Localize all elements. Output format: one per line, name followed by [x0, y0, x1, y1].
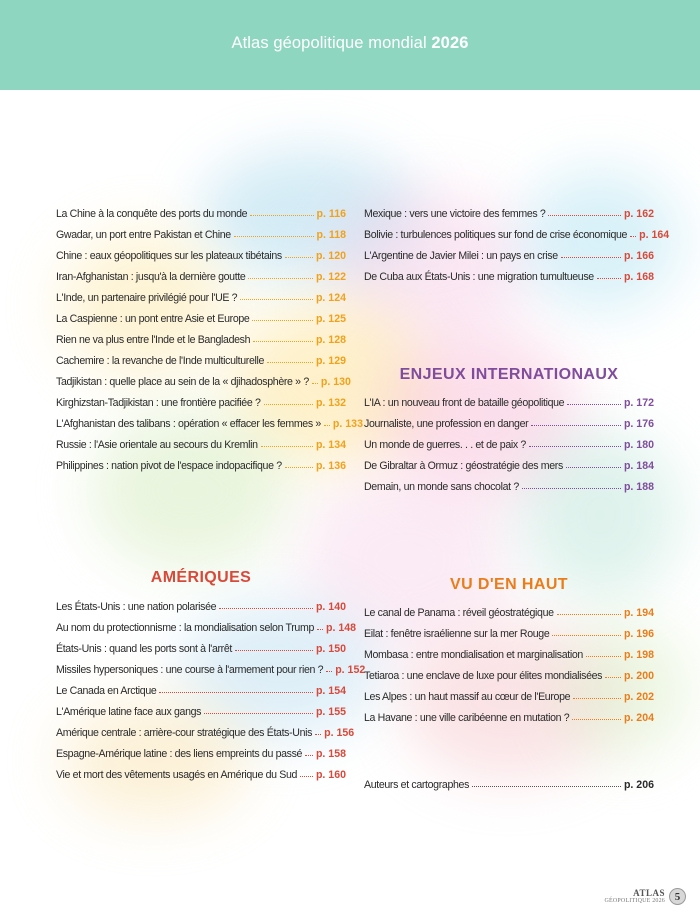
toc-item-page: p. 160 — [315, 769, 346, 781]
toc-item-title: Amérique centrale : arrière-cour stratégique des États-Unis — [56, 727, 313, 739]
toc-item-page: p. 133 — [332, 418, 363, 430]
toc-item-title: Philippines : nation pivot de l'espace indopacifique ? — [56, 460, 282, 472]
toc-item-title: Gwadar, un port entre Pakistan et Chine — [56, 229, 231, 241]
toc-section-auteurs — [364, 780, 654, 801]
toc-item-title: L'Inde, un partenaire privilégié pour l'UE ? — [56, 292, 238, 304]
toc-item-title: La Havane : une ville caribéenne en mutation ? — [364, 712, 570, 724]
page-number: 5 — [669, 888, 686, 905]
toc-item-page: p. 198 — [623, 649, 654, 661]
toc-section-ameriques — [56, 601, 366, 791]
toc-item-title: Mexique : vers une victoire des femmes ? — [364, 208, 546, 220]
toc-leader-dots — [253, 341, 313, 342]
toc-item[interactable] — [56, 622, 357, 644]
toc-item-title: Kirghizstan-Tadjikistan : une frontière pacifiée ? — [56, 397, 261, 409]
toc-leader-dots — [326, 671, 332, 672]
toc-item-title: Espagne-Amérique latine : des liens empreints du passé — [56, 748, 303, 760]
toc-item-title: L'Afghanistan des talibans : opération « effacer les femmes » — [56, 418, 321, 430]
toc-leader-dots — [529, 446, 621, 447]
toc-item-title: Au nom du protectionnisme : la mondialisation selon Trump — [56, 622, 314, 634]
toc-item[interactable] — [364, 482, 654, 503]
toc-item-page: p. 129 — [315, 355, 346, 367]
toc-item-page: p. 166 — [623, 250, 654, 262]
toc-item-page: p. 156 — [324, 727, 355, 739]
toc-leader-dots — [531, 425, 621, 426]
toc-item-page: p. 172 — [623, 397, 654, 409]
toc-item-page: p. 116 — [316, 208, 346, 220]
heading-vu-den-haut: VU D'EN HAUT — [450, 576, 568, 593]
toc-leader-dots — [219, 608, 313, 609]
toc-item-title: Russie : l'Asie orientale au secours du Kremlin — [56, 439, 258, 451]
toc-item-title: Rien ne va plus entre l'Inde et le Bangladesh — [56, 334, 251, 346]
toc-leader-dots — [285, 467, 313, 468]
toc-item-page: p. 168 — [623, 271, 654, 283]
toc-item-page: p. 140 — [315, 601, 346, 613]
toc-item-title: États-Unis : quand les ports sont à l'arrêt — [56, 643, 232, 655]
toc-item-title: L'IA : un nouveau front de bataille géopolitique — [364, 397, 565, 409]
toc-leader-dots — [597, 278, 621, 279]
toc-item[interactable] — [364, 692, 654, 713]
toc-item-title: Tetiaroa : une enclave de luxe pour élites mondialisées — [364, 670, 603, 682]
toc-section-enjeux — [364, 398, 654, 503]
toc-item-page: p. 132 — [315, 397, 346, 409]
toc-item-page: p. 176 — [623, 418, 654, 430]
toc-item[interactable] — [56, 314, 346, 335]
toc-leader-dots — [234, 236, 314, 237]
toc-item-page: p. 118 — [316, 229, 346, 241]
toc-item-title: La Chine à la conquête des ports du monde — [56, 208, 248, 220]
toc-item-title: Iran-Afghanistan : jusqu'à la dernière goutte — [56, 271, 246, 283]
logo-top-text: ATLAS — [633, 888, 665, 898]
toc-leader-dots — [252, 320, 313, 321]
toc-leader-dots — [250, 215, 313, 216]
toc-item-page: p. 158 — [315, 748, 346, 760]
toc-leader-dots — [522, 488, 621, 489]
toc-leader-dots — [305, 755, 313, 756]
toc-item-page: p. 184 — [623, 460, 654, 472]
toc-item-page: p. 134 — [315, 439, 346, 451]
toc-item[interactable] — [364, 229, 670, 251]
toc-leader-dots — [586, 656, 621, 657]
toc-leader-dots — [572, 719, 621, 720]
toc-item[interactable] — [364, 671, 654, 692]
toc-leader-dots — [561, 257, 621, 258]
toc-item-page: p. 204 — [623, 712, 654, 724]
toc-item-page: p. 124 — [315, 292, 346, 304]
toc-item-page: p. 125 — [315, 313, 346, 325]
toc-leader-dots — [315, 734, 321, 735]
toc-item-page: p. 155 — [315, 706, 346, 718]
toc-leader-dots — [267, 362, 313, 363]
toc-leader-dots — [264, 404, 313, 405]
toc-item-title: Auteurs et cartographes — [364, 779, 470, 791]
header-title — [231, 34, 468, 53]
header-year: 2026 — [431, 34, 469, 52]
toc-item[interactable] — [56, 707, 346, 728]
toc-item-title: De Gibraltar à Ormuz : géostratégie des mers — [364, 460, 563, 472]
toc-item[interactable] — [56, 602, 346, 623]
toc-leader-dots — [324, 425, 330, 426]
toc-item[interactable] — [56, 335, 346, 356]
toc-leader-dots — [573, 698, 621, 699]
toc-item[interactable] — [56, 418, 363, 440]
toc-item[interactable] — [364, 209, 654, 230]
toc-leader-dots — [159, 692, 313, 693]
toc-item[interactable] — [56, 356, 346, 377]
toc-item[interactable] — [56, 293, 346, 314]
toc-item-title: Les Alpes : un haut massif au cœur de l'Europe — [364, 691, 571, 703]
toc-item[interactable] — [56, 230, 346, 251]
toc-item[interactable] — [364, 251, 654, 272]
toc-item[interactable] — [364, 608, 654, 629]
toc-leader-dots — [317, 629, 323, 630]
toc-section-vu-den-haut — [364, 608, 654, 734]
toc-item[interactable] — [56, 251, 346, 272]
toc-item-title: Demain, un monde sans chocolat ? — [364, 481, 519, 493]
toc-item-page: p. 152 — [335, 664, 366, 676]
toc-item-page: p. 154 — [315, 685, 346, 697]
toc-item-title: Le Canada en Arctique — [56, 685, 157, 697]
toc-leader-dots — [548, 215, 620, 216]
header-banner — [0, 0, 700, 90]
toc-item[interactable] — [364, 461, 654, 482]
heading-enjeux-internationaux: ENJEUX INTERNATIONAUX — [399, 366, 619, 383]
toc-leader-dots — [240, 299, 313, 300]
toc-leader-dots — [566, 467, 621, 468]
toc-item[interactable] — [56, 749, 346, 770]
toc-item-title: L'Amérique latine face aux gangs — [56, 706, 202, 718]
toc-item-page: p. 206 — [623, 779, 654, 791]
header-title-text: Atlas géopolitique mondial — [231, 34, 427, 52]
toc-leader-dots — [472, 786, 621, 787]
toc-item-page: p. 122 — [315, 271, 346, 283]
toc-item-title: Cachemire : la revanche de l'Inde multiculturelle — [56, 355, 265, 367]
toc-item-page: p. 162 — [623, 208, 654, 220]
toc-item-title: La Caspienne : un pont entre Asie et Europe — [56, 313, 250, 325]
toc-item[interactable] — [56, 770, 346, 791]
toc-item[interactable] — [364, 272, 654, 293]
logo-bottom-text: GÉOPOLITIQUE 2026 — [604, 898, 665, 904]
toc-item-page: p. 188 — [623, 481, 654, 493]
toc-item[interactable] — [364, 629, 654, 650]
toc-item-page: p. 150 — [315, 643, 346, 655]
toc-item-page: p. 120 — [315, 250, 346, 262]
toc-item[interactable] — [56, 440, 346, 461]
toc-item[interactable] — [56, 644, 346, 665]
toc-item[interactable] — [364, 419, 654, 440]
toc-leader-dots — [285, 257, 313, 258]
toc-item-auteurs[interactable] — [364, 780, 654, 801]
toc-item-title: Journaliste, une profession en danger — [364, 418, 529, 430]
toc-item-page: p. 164 — [639, 229, 670, 241]
toc-item[interactable] — [56, 376, 351, 398]
toc-item-title: De Cuba aux États-Unis : une migration tumultueuse — [364, 271, 594, 283]
toc-leader-dots — [630, 236, 636, 237]
toc-item-title: L'Argentine de Javier Milei : un pays en crise — [364, 250, 558, 262]
toc-leader-dots — [204, 713, 313, 714]
atlas-logo — [604, 889, 665, 904]
toc-leader-dots — [312, 383, 318, 384]
toc-leader-dots — [605, 677, 621, 678]
toc-item[interactable] — [56, 727, 355, 749]
toc-item-title: Bolivie : turbulences politiques sur fond de crise économique — [364, 229, 628, 241]
toc-item-page: p. 148 — [326, 622, 357, 634]
toc-item[interactable] — [56, 461, 346, 482]
toc-item-page: p. 136 — [315, 460, 346, 472]
toc-leader-dots — [300, 776, 313, 777]
toc-item[interactable] — [56, 209, 346, 230]
toc-leader-dots — [557, 614, 621, 615]
toc-leader-dots — [248, 278, 313, 279]
toc-item-page: p. 196 — [623, 628, 654, 640]
toc-item-title: Tadjikistan : quelle place au sein de la « djihadosphère » ? — [56, 376, 309, 388]
toc-item[interactable] — [56, 686, 346, 707]
toc-item[interactable] — [364, 398, 654, 419]
toc-leader-dots — [261, 446, 313, 447]
toc-item-title: Mombasa : entre mondialisation et marginalisation — [364, 649, 583, 661]
toc-item[interactable] — [56, 664, 366, 686]
toc-section-latam-continued — [364, 208, 670, 293]
toc-section-asia — [56, 208, 363, 482]
toc-item-title: Vie et mort des vêtements usagés en Amérique du Sud — [56, 769, 298, 781]
toc-item[interactable] — [56, 272, 346, 293]
toc-item-page: p. 130 — [320, 376, 351, 388]
toc-item-title: Les États-Unis : une nation polarisée — [56, 601, 217, 613]
toc-item-title: Eilat : fenêtre israélienne sur la mer Rouge — [364, 628, 550, 640]
toc-item-title: Missiles hypersoniques : une course à l'armement pour rien ? — [56, 664, 324, 676]
toc-item[interactable] — [364, 440, 654, 461]
toc-item-title: Un monde de guerres. . . et de paix ? — [364, 439, 526, 451]
heading-ameriques: AMÉRIQUES — [150, 569, 252, 586]
toc-item-title: Chine : eaux géopolitiques sur les plateaux tibétains — [56, 250, 282, 262]
toc-item-page: p. 202 — [623, 691, 654, 703]
toc-item[interactable] — [56, 398, 346, 419]
toc-leader-dots — [235, 650, 313, 651]
toc-item[interactable] — [364, 713, 654, 734]
toc-leader-dots — [567, 404, 621, 405]
toc-item-page: p. 194 — [623, 607, 654, 619]
toc-item-title: Le canal de Panama : réveil géostratégique — [364, 607, 554, 619]
footer-logo — [604, 888, 686, 905]
toc-item-page: p. 128 — [315, 334, 346, 346]
toc-item[interactable] — [364, 650, 654, 671]
toc-leader-dots — [552, 635, 621, 636]
toc-item-page: p. 180 — [623, 439, 654, 451]
toc-item-page: p. 200 — [623, 670, 654, 682]
